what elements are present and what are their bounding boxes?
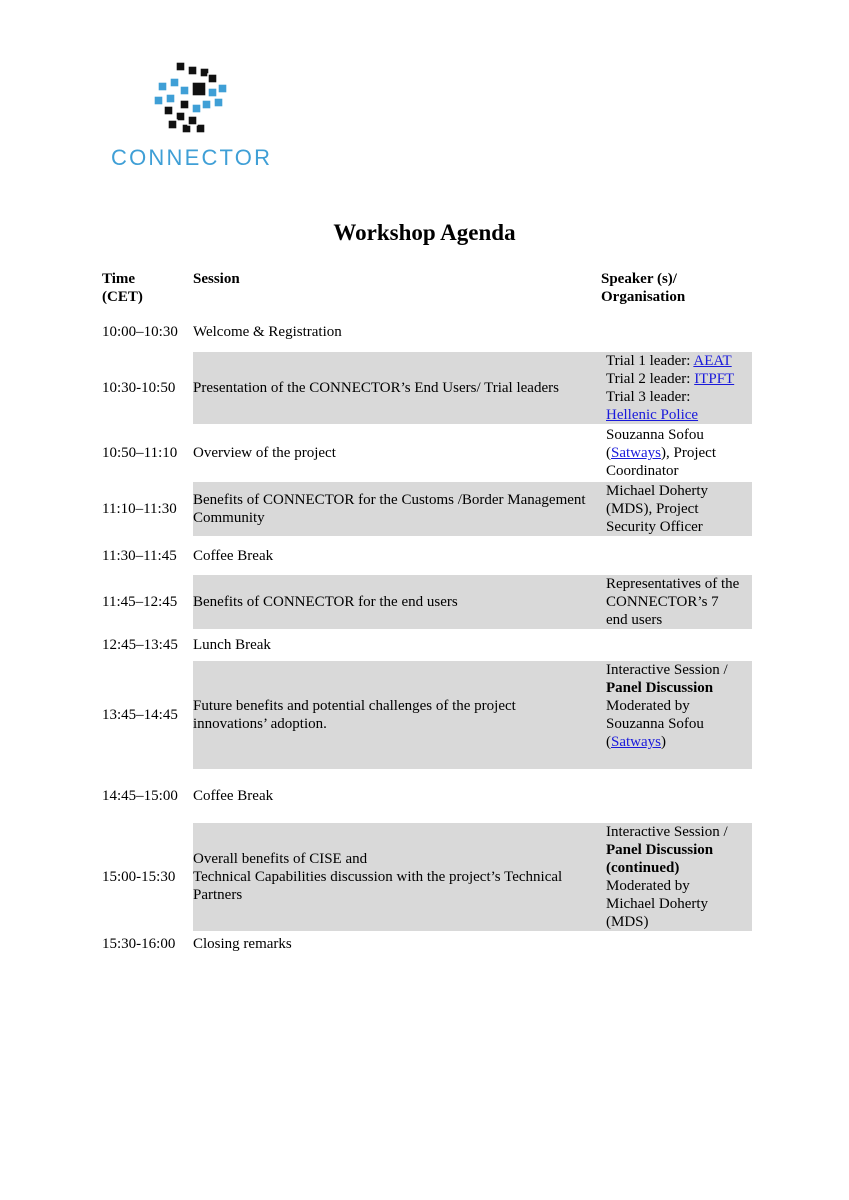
row-session [193, 823, 601, 931]
logo-square [158, 82, 167, 91]
row-time: 11:10–11:30 [102, 501, 177, 517]
row-speaker [601, 769, 752, 823]
connector-logo-mark [154, 62, 230, 138]
row-session: Benefits of CONNECTOR for the end users [193, 575, 601, 629]
row-session: Lunch Break [193, 637, 271, 653]
table-row [102, 661, 752, 769]
row-session: Presentation of the CONNECTOR’s End Users/ Trial leaders [193, 352, 601, 424]
speaker-text: Michael Doherty [606, 896, 709, 912]
row-session: Overview of the project [193, 445, 336, 461]
table-header-row [102, 270, 752, 312]
session-text: Community [193, 510, 265, 526]
hellenic-police-link[interactable]: Hellenic Police [606, 407, 699, 423]
header-organisation-label: Organisation [601, 289, 686, 305]
table-row [102, 352, 752, 424]
row-speaker [601, 629, 752, 661]
speaker-text: end users [606, 612, 663, 628]
row-time: 10:00–10:30 [102, 324, 178, 340]
header-speaker-label: Speaker (s)/ [601, 271, 677, 287]
row-speaker [601, 575, 752, 629]
connector-logo-wordmark: CONNECTOR [111, 145, 273, 170]
speaker-text: (MDS), Project [606, 501, 699, 517]
row-time: 15:00-15:30 [102, 869, 176, 885]
table-row [102, 312, 752, 352]
panel-discussion-label: Panel Discussion [606, 842, 714, 858]
table-row [102, 575, 752, 629]
table-row [102, 536, 752, 575]
logo-square [180, 86, 189, 95]
session-text: Partners [193, 887, 243, 903]
logo-square [170, 78, 179, 87]
continued-label: (continued) [606, 860, 680, 876]
speaker-text: ) [661, 734, 666, 750]
speaker-text: Representatives of the [606, 576, 740, 592]
session-text: Benefits of CONNECTOR for the Customs /Border Management [193, 492, 586, 508]
table-row [102, 931, 752, 957]
itpft-link[interactable]: ITPFT [694, 371, 735, 387]
logo-square [218, 84, 227, 93]
table-row [102, 823, 752, 931]
logo-square [202, 100, 211, 109]
page-title: Workshop Agenda [333, 220, 516, 245]
session-text: Technical Capabilities discussion with the project’s Technical [193, 869, 563, 885]
row-time: 11:30–11:45 [102, 547, 177, 564]
session-text: innovations’ adoption. [193, 716, 327, 732]
logo-square [166, 94, 175, 103]
row-speaker [601, 424, 752, 482]
row-session: Coffee Break [193, 788, 274, 804]
logo-square [192, 82, 206, 96]
header-session: Session [193, 271, 240, 287]
row-session [193, 482, 601, 536]
row-session: Welcome & Registration [193, 324, 342, 340]
row-speaker [601, 482, 752, 536]
row-speaker [601, 536, 752, 575]
speaker-text: ), Project [661, 445, 716, 461]
speaker-text: Souzanna Sofou [606, 427, 704, 443]
table-row [102, 769, 752, 823]
speaker-text: Interactive Session / [606, 824, 728, 840]
logo-square [208, 74, 217, 83]
panel-discussion-label: Panel Discussion [606, 680, 714, 696]
row-time: 12:45–13:45 [102, 637, 178, 653]
speaker-text: ( [606, 734, 611, 750]
agenda-table [102, 270, 752, 957]
satways-link[interactable]: Satways [611, 445, 661, 461]
header-speaker [601, 270, 752, 312]
row-time: 15:30-16:00 [102, 936, 176, 952]
speaker-text: Trial 3 leader: [606, 389, 691, 405]
header-time [102, 270, 193, 312]
speaker-text: Interactive Session / [606, 662, 728, 678]
row-session [193, 661, 601, 769]
logo-square [154, 96, 163, 105]
speaker-text: CONNECTOR’s 7 [606, 594, 719, 610]
speaker-text: Trial 1 leader: [606, 353, 694, 369]
speaker-text: Trial 2 leader: [606, 371, 695, 387]
row-speaker [601, 312, 752, 352]
logo-square [208, 88, 217, 97]
row-time: 13:45–14:45 [102, 707, 178, 723]
speaker-text: Coordinator [606, 463, 679, 479]
row-speaker [601, 823, 752, 931]
row-session: Closing remarks [193, 936, 292, 952]
logo-square [168, 120, 177, 129]
speaker-text: Security Officer [606, 519, 703, 535]
logo-square [180, 100, 189, 109]
logo-square [192, 104, 201, 113]
satways-link[interactable]: Satways [611, 734, 661, 750]
logo-square [188, 66, 197, 75]
header-time-zone: (CET) [102, 289, 143, 305]
speaker-text: Souzanna Sofou [606, 716, 704, 732]
logo-square [188, 116, 197, 125]
header-time-label: Time [102, 271, 136, 287]
speaker-text: Moderated by [606, 878, 690, 894]
logo-square [214, 98, 223, 107]
logo-square [176, 62, 185, 71]
row-speaker [601, 352, 752, 424]
table-row [102, 629, 752, 661]
table-row [102, 424, 752, 482]
speaker-text: ( [606, 445, 611, 461]
table-row [102, 482, 752, 536]
speaker-text: Michael Doherty [606, 483, 709, 499]
session-text: Future benefits and potential challenges of the project [193, 698, 516, 714]
row-time: 11:45–12:45 [102, 594, 178, 610]
speaker-text: Moderated by [606, 698, 690, 714]
connector-logo [110, 62, 273, 174]
row-session: Coffee Break [193, 547, 274, 564]
speaker-text: (MDS) [606, 914, 649, 930]
row-time: 14:45–15:00 [102, 788, 178, 804]
row-speaker [601, 661, 752, 769]
row-time: 10:30-10:50 [102, 380, 176, 396]
aeat-link[interactable]: AEAT [693, 353, 732, 369]
session-text: Overall benefits of CISE and [193, 851, 368, 867]
row-speaker [601, 931, 752, 957]
logo-square [164, 106, 173, 115]
row-time: 10:50–11:10 [102, 445, 178, 461]
